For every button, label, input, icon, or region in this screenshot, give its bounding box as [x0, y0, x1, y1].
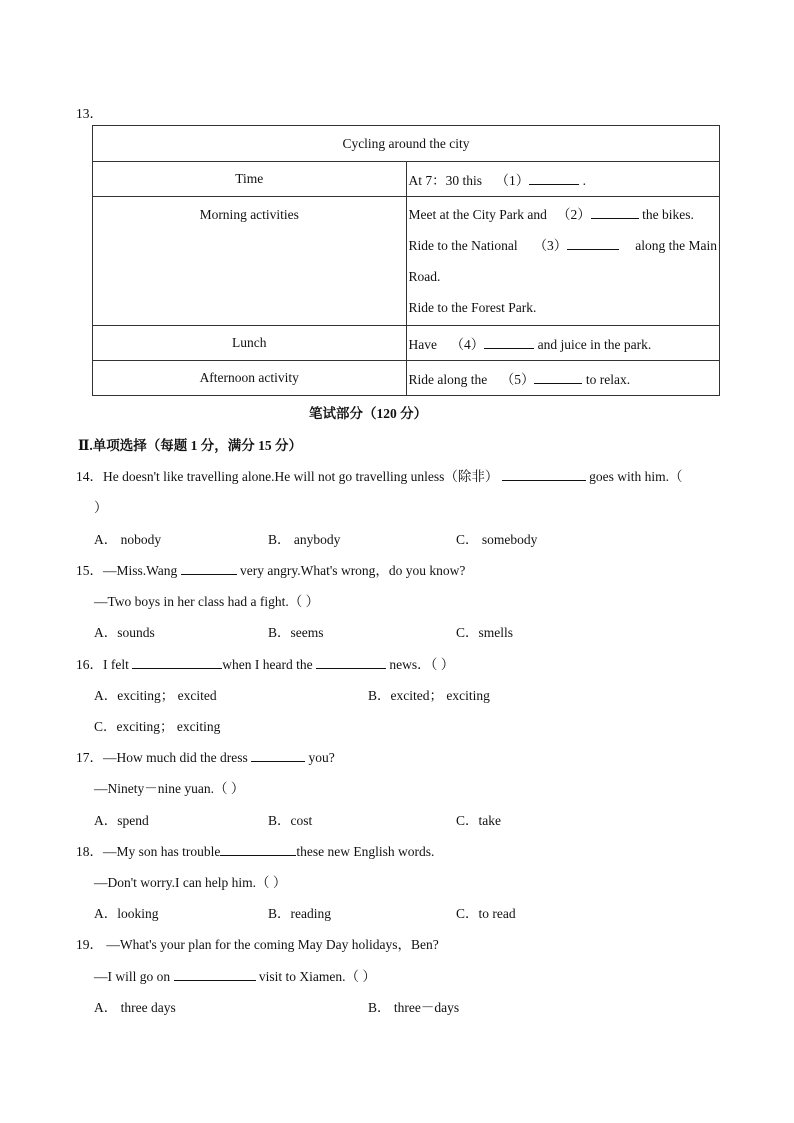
q16-option-b[interactable]: B．excited； exciting: [368, 688, 490, 703]
answer-blank-q14[interactable]: [502, 468, 586, 481]
afternoon-label: Afternoon activity: [93, 361, 407, 396]
morning-label: Morning activities: [93, 197, 407, 326]
question-19: 19． —What's your plan for the coming May Day holidays，Ben?: [76, 937, 439, 952]
q16-option-c[interactable]: C．exciting； exciting: [94, 719, 221, 734]
answer-blank-q17[interactable]: [251, 749, 305, 762]
written-section-heading: 笔试部分（120 分）: [309, 406, 428, 421]
question-number-13: 13．: [76, 106, 103, 121]
q19-option-b[interactable]: B． three－days: [368, 1000, 460, 1015]
q18-option-a[interactable]: A．looking: [94, 906, 159, 921]
table-row-afternoon: [93, 361, 720, 396]
table-title: Cycling around the city: [93, 126, 720, 162]
answer-blank-2[interactable]: [591, 206, 639, 219]
q16-option-a[interactable]: A．exciting； excited: [94, 688, 217, 703]
section-two-heading: Ⅱ.单项选择（每题 1 分，满分 15 分）: [78, 438, 303, 453]
question-18: 18．—My son has trouble these new English words.: [76, 844, 435, 859]
table-title-row: [93, 126, 720, 162]
question-19-response: —I will go on visit to Xiamen.（ ）: [94, 969, 376, 984]
question-14: 14．He doesn't like travelling alone.He will not go travelling unless（除非） goes with him.（: [76, 469, 683, 484]
q17-option-a[interactable]: A．spend: [94, 813, 149, 828]
question-17: 17．—How much did the dress you?: [76, 750, 335, 765]
answer-blank-q18[interactable]: [220, 843, 296, 856]
answer-blank-q16a[interactable]: [132, 656, 222, 669]
morning-value: Meet at the City Park and （2） the bikes. Ride to the National （3） along the Main Road. Ride to the Forest Park.: [406, 197, 720, 326]
q17-option-b[interactable]: B．cost: [268, 813, 313, 828]
time-value: At 7：30 this （1） .: [406, 162, 720, 197]
q15-option-a[interactable]: A．sounds: [94, 625, 155, 640]
q15-option-b[interactable]: B．seems: [268, 625, 324, 640]
answer-blank-q16b[interactable]: [316, 656, 386, 669]
time-label: Time: [93, 162, 407, 197]
q14-option-a[interactable]: A． nobody: [94, 532, 162, 547]
question-17-response: —Ninety－nine yuan.（ ）: [94, 781, 245, 796]
answer-blank-q19[interactable]: [174, 968, 256, 981]
cycling-plan-table: [92, 125, 720, 396]
q17-option-c[interactable]: C．take: [456, 813, 501, 828]
question-18-response: —Don't worry.I can help him.（ ）: [94, 875, 287, 890]
question-15: 15．—Miss.Wang very angry.What's wrong，do you know?: [76, 563, 466, 578]
q19-option-a[interactable]: A． three days: [94, 1000, 176, 1015]
table-row-morning: [93, 197, 720, 326]
answer-blank-4[interactable]: [484, 336, 534, 349]
lunch-value: Have （4） and juice in the park.: [406, 326, 720, 361]
answer-blank-5[interactable]: [534, 371, 582, 384]
q18-option-b[interactable]: B．reading: [268, 906, 331, 921]
q15-option-c[interactable]: C．smells: [456, 625, 514, 640]
lunch-label: Lunch: [93, 326, 407, 361]
answer-blank-1[interactable]: [529, 172, 579, 185]
table-row-time: [93, 162, 720, 197]
q14-option-b[interactable]: B． anybody: [268, 532, 341, 547]
q18-option-c[interactable]: C．to read: [456, 906, 516, 921]
question-16: 16．I felt when I heard the news．（ ）: [76, 657, 455, 672]
answer-blank-q15[interactable]: [181, 562, 237, 575]
table-row-lunch: [93, 326, 720, 361]
q14-option-c[interactable]: C． somebody: [456, 532, 538, 547]
answer-blank-3[interactable]: [567, 237, 619, 250]
afternoon-value: Ride along the （5） to relax.: [406, 361, 720, 396]
question-15-response: —Two boys in her class had a fight.（ ）: [94, 594, 320, 609]
question-14-paren: ）: [94, 500, 108, 515]
